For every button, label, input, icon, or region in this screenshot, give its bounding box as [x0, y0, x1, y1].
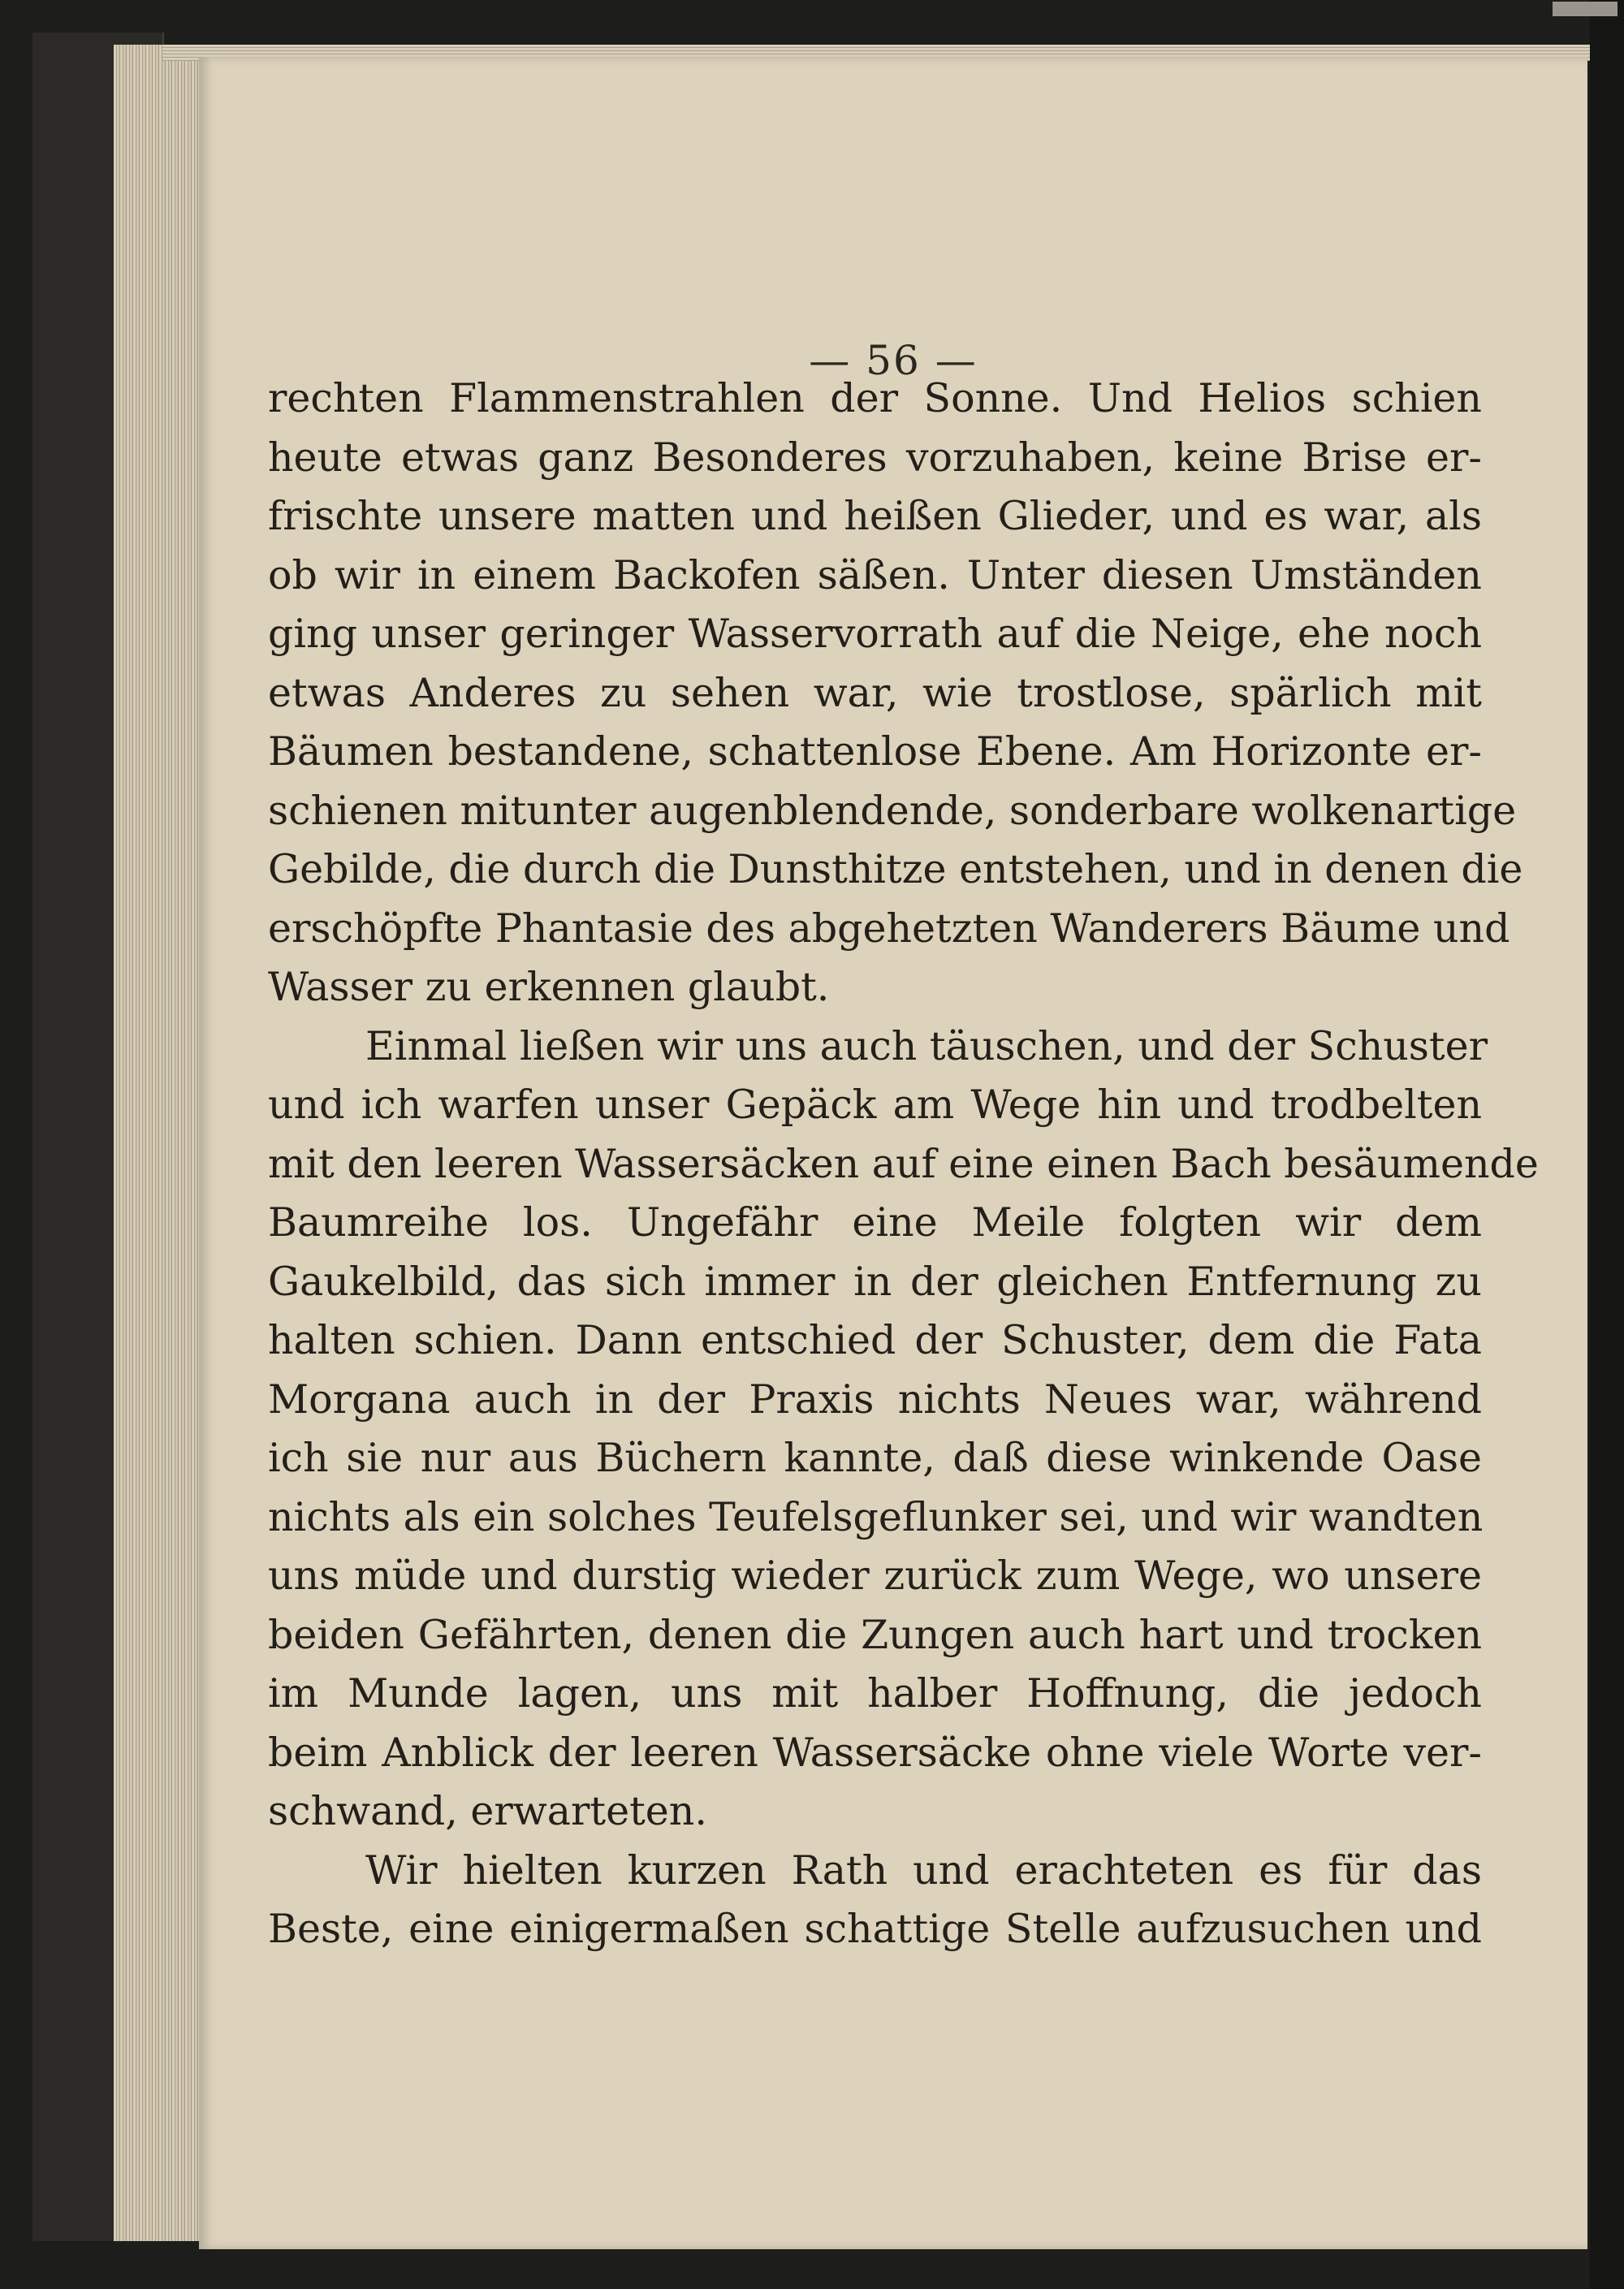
text-line: Wir hielten kurzen Rath und erachteten es für das — [365, 1846, 1482, 1894]
text-line: heute etwas ganz Besonderes vorzuhaben, keine Brise er- — [268, 434, 1482, 481]
text-line: Morgana auch in der Praxis nichts Neues war, während — [268, 1376, 1482, 1423]
text-line: Wasser zu erkennen glaubt. — [268, 964, 830, 1010]
page-text — [268, 369, 1539, 1959]
text-line: mit den leeren Wassersäcken auf eine einen Bach besäumende — [268, 1140, 1539, 1187]
text-line: frischte unsere matten und heißen Glieder, und es war, als — [268, 493, 1482, 539]
text-line: halten schien. Dann entschied der Schuster, dem die Fata — [268, 1317, 1482, 1363]
text-line: schienen mitunter augenblendende, sonderbare wolkenartige — [268, 787, 1517, 834]
text-line: Beste, eine einigermaßen schattige Stelle aufzusuchen und — [268, 1906, 1482, 1952]
corner-tag — [1553, 2, 1618, 16]
text-line: rechten Flammenstrahlen der Sonne. Und Helios schien — [268, 375, 1482, 421]
text-line: ob wir in einem Backofen säßen. Unter diesen Umständen — [268, 551, 1482, 598]
text-line: Gaukelbild, das sich immer in der gleichen Entfernung zu — [268, 1258, 1482, 1305]
text-line: und ich warfen unser Gepäck am Wege hin und trodbelten — [268, 1082, 1482, 1128]
text-line: nichts als ein solches Teufelsgeflunker sei, und wir wandten — [268, 1493, 1484, 1540]
text-line: erschöpfte Phantasie des abgehetzten Wanderers Bäume und — [268, 905, 1510, 952]
page-number: — 56 — — [809, 337, 978, 384]
text-line: schwand, erwarteten. — [268, 1788, 707, 1834]
text-line: Gebilde, die durch die Dunsthitze entstehen, und in denen die — [268, 846, 1523, 892]
text-line: beim Anblick der leeren Wassersäcke ohne viele Worte ver- — [268, 1729, 1482, 1776]
text-line: Einmal ließen wir uns auch täuschen, und der Schuster — [365, 1022, 1488, 1069]
text-line: im Munde lagen, uns mit halber Hoffnung, die jedoch — [268, 1670, 1482, 1717]
text-line: ich sie nur aus Büchern kannte, daß diese winkende Oase — [268, 1435, 1482, 1481]
text-line: uns müde und durstig wieder zurück zum Wege, wo unsere — [268, 1553, 1482, 1599]
page-edges — [114, 45, 203, 2241]
text-line: Baumreihe los. Ungefähr eine Meile folgten wir dem — [268, 1199, 1482, 1246]
text-line: Bäumen bestandene, schattenlose Ebene. Am Horizonte er- — [268, 728, 1482, 775]
text-line: etwas Anderes zu sehen war, wie trostlose, spärlich mit — [268, 669, 1482, 716]
text-line: ging unser geringer Wasservorrath auf die Neige, ehe noch — [268, 611, 1482, 657]
book-cover-right-edge — [1590, 0, 1624, 2289]
text-line: beiden Gefährten, denen die Zungen auch hart und trocken — [268, 1611, 1482, 1658]
